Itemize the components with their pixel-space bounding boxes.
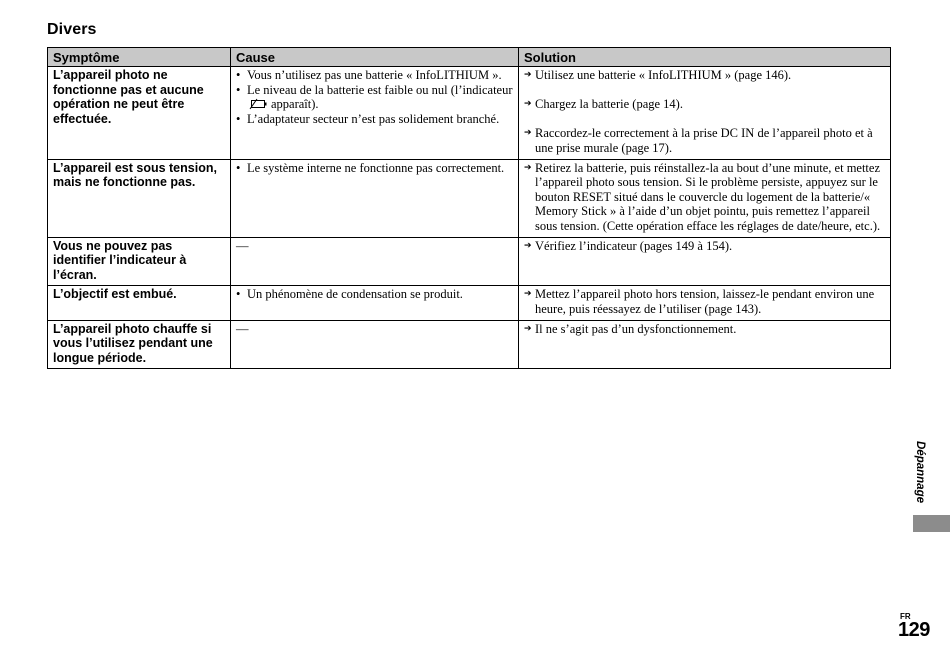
solution-text: Il ne s’agit pas d’un dysfonctionnement. [535, 321, 737, 336]
solution-cell [519, 286, 891, 320]
troubleshooting-table [47, 47, 891, 369]
solution-item [524, 287, 885, 316]
cause-item: • Vous n’utilisez pas une batterie « InfoLITHIUM ». [236, 68, 513, 83]
solution-text: Mettez l’appareil photo hors tension, laissez-le pendant environ une heure, puis réessayez de l’utiliser (page 143). [535, 287, 875, 316]
arrow-icon: ➔ [524, 289, 532, 300]
header-solution: Solution [519, 48, 891, 67]
cause-item: • L’adaptateur secteur n’est pas solidement branché. [236, 112, 513, 127]
solution-text: Utilisez une batterie « InfoLITHIUM » (page 146). [535, 68, 792, 82]
cause-item: • Le système interne ne fonctionne pas correctement. [236, 161, 513, 176]
arrow-icon: ➔ [524, 240, 532, 251]
solution-cell [519, 320, 891, 369]
table-header-row [48, 48, 891, 67]
cause-item-text: Le niveau de la batterie est faible ou nul (l’indicateur [247, 82, 513, 97]
cause-item-suffix: apparaît). [271, 97, 319, 112]
solution-text: Vérifiez l’indicateur (pages 149 à 154). [535, 238, 733, 253]
section-title: Divers [47, 21, 97, 38]
cause-cell: — [231, 237, 519, 286]
battery-empty-icon [249, 98, 269, 110]
arrow-icon: ➔ [524, 323, 532, 334]
solution-item [524, 126, 885, 155]
side-tab-text: Dépannage [914, 441, 926, 503]
cause-list [236, 287, 513, 302]
arrow-icon: ➔ [524, 70, 532, 80]
solution-item [524, 97, 885, 112]
symptom-cell: L’appareil est sous tension, mais ne fonctionne pas. [48, 159, 231, 237]
arrow-icon: ➔ [524, 128, 532, 139]
symptom-cell: L’objectif est embué. [48, 286, 231, 320]
language-code: FR [900, 612, 911, 621]
header-symptom: Symptôme [48, 48, 231, 67]
solution-text: Chargez la batterie (page 14). [535, 97, 683, 112]
symptom-cell: L’appareil photo ne fonctionne pas et aucune opération ne peut être effectuée. [48, 67, 231, 160]
solution-item [524, 161, 885, 234]
table-row [48, 67, 891, 160]
solution-cell [519, 159, 891, 237]
symptom-cell: Vous ne pouvez pas identifier l’indicateur à l’écran. [48, 237, 231, 286]
table-row [48, 320, 891, 369]
cause-list [236, 161, 513, 176]
side-tab-marker [913, 515, 950, 532]
cause-list [236, 68, 513, 126]
cause-cell [231, 286, 519, 320]
solution-text: Raccordez-le correctement à la prise DC IN de l’appareil photo et à une prise murale (page 17). [535, 126, 873, 155]
page-number: 129 [898, 619, 930, 641]
table-row [48, 159, 891, 237]
solution-text: Retirez la batterie, puis réinstallez-la au bout d’une minute, et mettez l’appareil photo sous tension. Si le problème persiste, appuyez sur le bouton RESET situé dans le couvercle du logement de la batterie/« Memory Stick » à l’aide d’un objet pointu, puis remettez l’appareil sous tension. (Cette opération efface les réglages de date/heure, etc.). [535, 160, 881, 233]
table-row [48, 237, 891, 286]
solution-cell [519, 237, 891, 286]
solution-cell [519, 67, 891, 160]
solution-item [524, 68, 885, 83]
cause-item [236, 83, 513, 112]
solution-item [524, 239, 885, 254]
solution-item [524, 322, 885, 337]
symptom-cell: L’appareil photo chauffe si vous l’utilisez pendant une longue période. [48, 320, 231, 369]
cause-cell [231, 67, 519, 160]
arrow-icon: ➔ [524, 99, 532, 110]
header-cause: Cause [231, 48, 519, 67]
cause-cell: — [231, 320, 519, 369]
side-tab-label [911, 441, 927, 511]
arrow-icon: ➔ [524, 162, 532, 173]
table-row [48, 286, 891, 320]
cause-cell [231, 159, 519, 237]
cause-item: • Un phénomène de condensation se produit. [236, 287, 513, 302]
